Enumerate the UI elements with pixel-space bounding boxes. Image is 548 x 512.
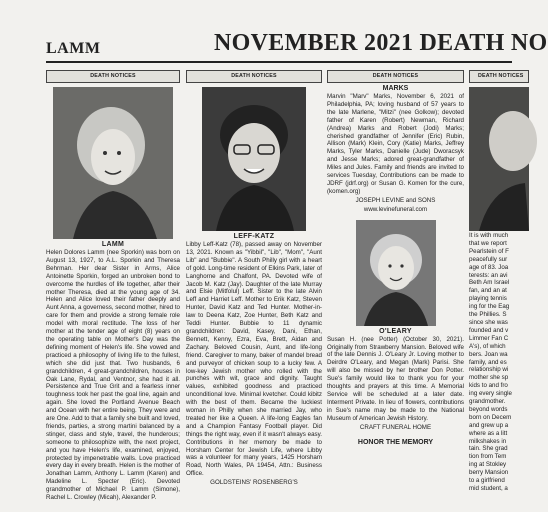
text-line: ing every single bbox=[469, 390, 512, 398]
section-heading: DEATH NOTICES bbox=[327, 70, 464, 83]
text-line: ing at Stokley bbox=[469, 461, 507, 469]
text-line: age of 83. Joa bbox=[469, 263, 509, 271]
column-pearlstein bbox=[469, 70, 529, 512]
text-line: that we report bbox=[469, 239, 507, 247]
text-line: mother she sp bbox=[469, 374, 509, 382]
funeral-home: CRAFT FUNERAL HOME bbox=[359, 423, 432, 431]
obituary-text: Susan H. (nee Potter) (October 30, 2021). Originally from Strawberry Mansion. Beloved wife of the late Dennis J. O'Leary Jr. Loving mother to Deirdre O'Leary, and Megan (Mark) Parisi. She will also be missed by her brother Don Potter. Sue's family would like to thank you for your thoughts and prayers at this time. A Memorial Service will be scheduled at a later date. Interment Private. In lieu of flowers, contributions in Sue's name may be made to the National Museum of American Jewish History. bbox=[327, 335, 464, 422]
text-line: grandmother. bbox=[469, 398, 506, 406]
section-heading: DEATH NOTICES bbox=[469, 70, 529, 83]
obituary-name: O'LEARY bbox=[379, 327, 412, 335]
text-line: fan, and an at bbox=[469, 287, 507, 295]
funeral-home-website[interactable]: www.levinefuneral.com bbox=[363, 205, 428, 213]
text-line: where as a litt bbox=[469, 429, 508, 437]
family-name-header: LAMM bbox=[46, 40, 101, 57]
page-title: NOVEMBER 2021 DEATH NO bbox=[214, 30, 548, 56]
text-line: Limmer Fan C bbox=[469, 334, 509, 342]
obituary-name: LEFF-KATZ bbox=[233, 233, 275, 240]
text-line: peacefully sur bbox=[469, 255, 508, 263]
column-marks-oleary bbox=[327, 70, 464, 512]
text-line: beyond words bbox=[469, 405, 508, 413]
text-line: born on Decem bbox=[469, 413, 512, 421]
portrait-photo-icon bbox=[53, 87, 173, 239]
obituary-text-cut bbox=[469, 232, 529, 493]
text-line: ing for the Eag bbox=[469, 303, 510, 311]
text-line: founded and v bbox=[469, 326, 509, 334]
section-heading: DEATH NOTICES bbox=[46, 70, 180, 83]
column-lamm bbox=[46, 70, 180, 512]
honor-memory-heading: HONOR THE MEMORY bbox=[357, 439, 434, 447]
text-line: berry Mansion bbox=[469, 469, 509, 477]
text-line: Pearlstein of F bbox=[469, 247, 509, 255]
obituary-name: MARKS bbox=[382, 85, 409, 92]
column-leff-katz bbox=[186, 70, 322, 512]
text-line: playing tennis bbox=[469, 295, 507, 303]
text-line: relationship wi bbox=[469, 366, 509, 374]
obituary-text: Helen Dolores Lamm (nee Sporkin) was born on August 13, 1927, to A.L. Sporkin and Theresa Behrman. Her dear Sister in Arms, Alice Antoinette Sporkin, forged an unbroken bond to overcome the hurdles of life together, after their mother Theresa, died at the young age of 34. Helen and Alice loved their father deeply and Aunt Anna, a governess, second mother, hired to care for them and provide a strong female role model with moral rectitude. The loss of her mother at the tender age of eight (8) years on the operating table on Mother's Day was the defining moment of Helen's life. She vowed and practiced a philosophy of living life to the fullest, which she did just that. Two husbands, 6 grandchildren, 4 great-grandchildren, houses in Oak Lane, Rydal, and Ventnor, she had it all. Persistence and True Grit and a fearless inner toughness took her past the goal line, again and again. She loved the Portland Avenue Beach and Ocean with her entire being. They were and are One. Add to that a family she built and loved, friends, parties, a strong martini balanced by a stinger, class and style, travel, the hunderous; someone to philosophize with, the next project, and you have Helen's life, examined, enjoyed, protected by impenetrable walls. Love practiced every day in every breath. Helen is the mother of Jonathan Lamm, Anthony L. Lamm (Karen) and Madeline L. Specter (Eric). Devoted grandmother of Michael P. Lamm (Simone), Rachel L. Crowley (Micah), Alexander P. bbox=[46, 249, 180, 502]
section-heading: DEATH NOTICES bbox=[186, 70, 322, 83]
text-line: kids to and fro bbox=[469, 382, 508, 390]
portrait-photo-icon bbox=[202, 87, 306, 231]
portrait-photo-icon bbox=[469, 87, 529, 231]
text-line: the Phillies. S bbox=[469, 311, 507, 319]
funeral-home: GOLDSTEINS' ROSENBERG'S bbox=[210, 479, 298, 487]
obituary-text: Libby Leff-Katz (78), passed away on November 13, 2021. Known as "Yibbil", "Lib", "Mom", "Aunt Lib" and "Bubbie". A South Philly girl with a heart of gold. Long-time resident of Elkins Park, later of Langhorne and Chalfont, PA. Devoted wife of Jacob M. Katz (Jay). Daughter of the late Murray and Elsie (Mitfolul) Leff. Sister to the late Alvin Leff and Harriet Leff. Mother to Erik Katz, Steven Hunter, David Katz and Ted Hunter. Mother-in-law to Deena Katz, Zoe Hunter, Beth Katz and Teddi Hunter. Bubbie to 11 dynamic grandchildren: David, Kasey, Dani, Ethan, Bennett, Kenny, Ezra, Eva, Brett, Aidan and Zachary. Beloved Cousin, Aunt, and life-long friend. Caregiver to many, baker of mandel bread and purveyor of chicken soup to a lucky few. A low-key Jewish mother who rolled with the punches with wit, grace and dignity. Taught values, exhibited goodness and practiced unconditional love. Minimal kvetcher. Could kibitz with the best of them. Became the luckiest woman in Philly when she married Jay, who treated her like a Queen. A life-long Eagles fan and a Champion Fantasy Football player. Did things the right way, even if it wasn't always easy. Contributions in her memory be made to Horsham Center for Jewish Life, where Libby was a volunteer for many years, 1425 Horsham Road, North Wales, PA 19454, Attn.: Business Office. bbox=[186, 241, 322, 478]
text-line: tain. She grad bbox=[469, 445, 508, 453]
text-line: terests: an avi bbox=[469, 271, 508, 279]
funeral-home: JOSEPH LEVINE and SONS bbox=[355, 196, 436, 204]
text-line: mid student, a bbox=[469, 485, 508, 492]
text-line: tion from Tem bbox=[469, 453, 507, 461]
text-line: A's), of which bbox=[469, 342, 506, 350]
obituary-text: Marvin "Marv" Marks, November 6, 2021 of Philadelphia, PA; loving husband of 57 years to the late Marlene, "Mitzi" (nee Golkow); devoted father of Karen (Robert) Newman, Richard (Andrea) Marks and Robert (Jodi) Marks; cherished grandfather of Jennifer (Eric) Rubin, Allison (Mark) Klein, Cory (Katie) Marks, Jeffrey Marks, Tyler Marks, Danielle (Jude) Dworacsyk and Jesse Marks; adored great-grandfather of Miles and Jules. Family and friends are invited to services Tuesday, Contributions can be made to JDRF (jdrf.org) or Susan G. Komen for the cure, (komen.org) bbox=[327, 93, 464, 195]
text-line: Beth Am Israel bbox=[469, 279, 510, 287]
obituary-name: LAMM bbox=[101, 241, 125, 248]
text-line: and grew up a bbox=[469, 421, 509, 429]
text-line: bers. Joan wa bbox=[469, 350, 508, 358]
text-line: It is with much bbox=[469, 232, 509, 239]
text-line: since she was bbox=[469, 318, 508, 326]
text-line: family, and es bbox=[469, 358, 507, 366]
portrait-photo-icon bbox=[356, 220, 436, 326]
text-line: milkshakes in bbox=[469, 437, 507, 445]
header-rule bbox=[46, 61, 512, 63]
text-line: to a girlfriend bbox=[469, 477, 505, 485]
